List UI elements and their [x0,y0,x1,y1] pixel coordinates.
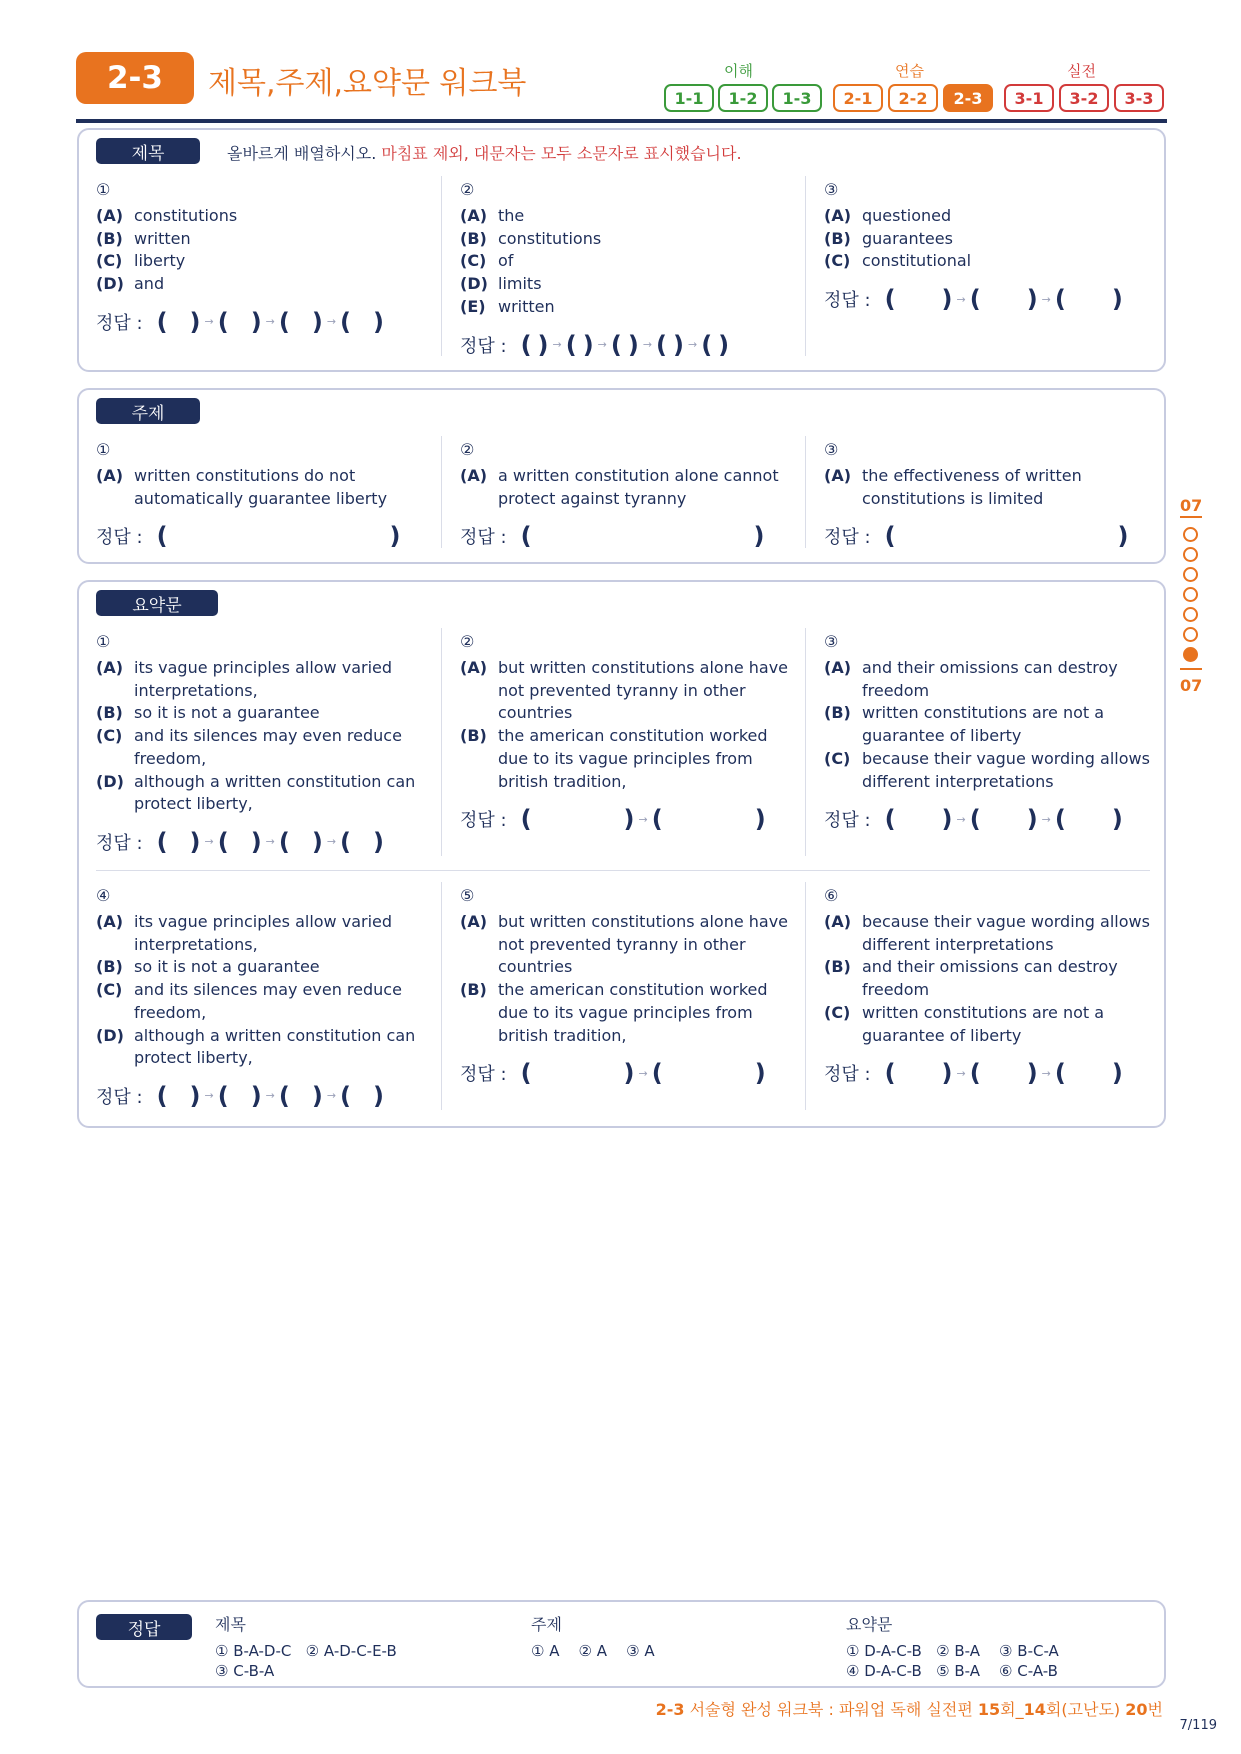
answer-label: 정답 : [96,527,143,549]
answer-blank[interactable]: ( ) [969,285,1038,314]
item-key: (B) [824,228,851,248]
answer-row: 정답 : ( ) → ( ) → ( ) → ( ) → ( ) [460,330,730,359]
answer-key-summary [846,1612,1059,1681]
item-key: (A) [96,206,124,225]
theme-question-1 [96,440,426,552]
question-number: ③ [824,440,839,459]
item-key: (C) [460,251,487,271]
item-key: (A) [824,206,852,225]
summary-question-1 [96,632,426,858]
summary-panel [77,580,1166,1128]
header-rule [76,119,1167,123]
answer-row: 정답 : ( ) → ( ) → ( ) → ( ) [96,1081,384,1110]
answer-row: 정답 : ( ) → ( ) → ( ) [824,285,1123,314]
question-number: ① [96,632,111,651]
answer-blank[interactable]: ( ) [217,307,262,336]
stage-1-1[interactable]: 1-1 [664,84,714,112]
answer-label: 정답 : [460,810,507,832]
column-divider [805,176,806,356]
instruction-main: 올바르게 배열하시오. [227,144,377,163]
stage-2-2[interactable]: 2-2 [888,84,938,112]
question-number: ② [460,440,475,459]
question-number: ③ [824,180,839,199]
section-tag-summary: 요약문 [96,590,218,616]
answer-row: 정답 : ( ) → ( ) [460,1059,766,1088]
item-text: the american constitution worked due to its vague principles from british tradition, [498,726,768,791]
answer-row [824,520,1154,552]
instruction [227,141,742,164]
stage-2-3[interactable]: 2-3 [943,84,993,112]
answer-row [96,520,426,552]
item-key: (B) [96,957,123,977]
item-key: (C) [824,748,851,768]
side-index-bottom: 07 [1180,676,1203,695]
answer-blank[interactable]: ( ) [651,1059,766,1088]
answer-blank[interactable]: ( ) [969,805,1038,834]
item-text: written constitutions are not a guarantee of liberty [862,703,1105,746]
answer-label: 정답 : [96,1086,143,1108]
item-text: so it is not a guarantee [134,957,320,977]
answer-blank[interactable]: ( ) [884,1059,953,1088]
column-divider [805,882,806,1110]
item-text: constitutions [498,228,602,248]
answer-key-summary-head: 요약문 [846,1615,893,1634]
item-text: its vague principles allow varied interpretations, [134,912,393,954]
answer-blank[interactable]: ( ) [156,827,201,856]
answer-blank[interactable]: ( ) [340,1081,384,1110]
side-index-rule [1180,516,1202,518]
answer-blank[interactable]: ( ) [340,307,384,336]
answer-label: 정답 : [96,312,143,334]
answer-blank[interactable]: ( ) [156,522,401,551]
question-number: ⑤ [460,886,475,905]
item-key: (A) [96,466,124,485]
item-text: written [498,296,555,316]
answer-label: 정답 : [96,832,143,854]
answer-key-theme [531,1612,655,1661]
answer-label: 정답 : [824,1064,871,1086]
item-text: because their vague wording allows different interpretations [862,912,1150,954]
item-text: written constitutions do not automatically guarantee liberty [134,466,388,508]
item-key: (A) [460,658,488,677]
item-key: (A) [460,206,488,225]
answer-blank[interactable]: ( ) [520,805,635,834]
item-key: (D) [460,274,488,294]
answer-row: 정답 : ( ) → ( ) [460,805,766,834]
answer-row: 정답 : ( ) → ( ) → ( ) → ( ) [96,307,384,336]
item-text: guarantees [862,228,953,248]
item-text: although a written constitution can protect liberty, [134,1025,416,1068]
column-divider [441,882,442,1110]
question-number: ② [460,180,475,199]
answer-key-line: ① B-A-D-C ② A-D-C-E-B [215,1642,397,1660]
item-text: although a written constitution can protect liberty, [134,771,416,814]
item-key: (B) [460,980,487,1000]
item-key: (A) [460,466,488,485]
item-text: constitutional [862,251,972,271]
item-text: the effectiveness of written constitutions is limited [862,466,1082,508]
summary-question-4 [96,886,426,1112]
answer-blank[interactable]: ( ) [884,285,953,314]
summary-question-6 [824,886,1154,1089]
answer-blank[interactable]: ( ) [520,1059,635,1088]
item-text: because their vague wording allows different interpretations [862,748,1150,791]
answer-blank[interactable]: ( ) [651,805,766,834]
answer-label: 정답 : [460,527,507,549]
answer-blank[interactable]: ( ) [520,330,549,359]
item-key: (A) [96,912,124,931]
stage-1-3[interactable]: 1-3 [772,84,822,112]
item-key: (B) [824,957,851,977]
section-tag-title: 제목 [96,138,200,164]
stage-1-2[interactable]: 1-2 [718,84,768,112]
answer-key-title [215,1612,397,1681]
answer-label: 정답 : [824,527,871,549]
item-text: but written constitutions alone have not prevented tyranny in other countries [498,912,789,977]
progress-dot [1183,567,1198,582]
column-divider [441,176,442,356]
item-text: but written constitutions alone have not prevented tyranny in other countries [498,658,789,723]
column-divider [805,628,806,856]
answer-blank[interactable]: ( ) [340,827,384,856]
footer-caption: 2-3 서술형 완성 워크북 : 파워업 독해 실전편 15회_14회(고난도) 20번 [655,1700,1163,1719]
answer-key-title-head: 제목 [215,1615,246,1634]
column-divider [441,436,442,548]
summary-question-3 [824,632,1154,835]
item-key: (A) [824,658,852,677]
item-text: constitutions [134,206,238,225]
answer-blank[interactable]: ( ) [217,827,262,856]
side-index-top: 07 [1180,496,1203,515]
column-divider [805,436,806,548]
unit-badge: 2-3 [76,52,194,104]
item-text: of [498,251,514,271]
item-key: (C) [824,251,851,271]
theme-panel [77,388,1166,564]
answer-key-tag: 정답 [96,1614,192,1640]
instruction-note: 마침표 제외, 대문자는 모두 소문자로 표시했습니다. [381,144,742,163]
answer-blank[interactable]: ( ) [1054,285,1123,314]
item-key: (B) [824,703,851,723]
summary-question-5 [460,886,790,1089]
progress-dot [1183,547,1198,562]
item-text: written [134,228,191,248]
progress-dot [1183,607,1198,622]
summary-question-2 [460,632,790,835]
title-question-3 [824,180,1154,315]
item-key: (A) [824,466,852,485]
group-label-understand: 이해 [724,62,753,80]
answer-blank[interactable]: ( ) [520,522,765,551]
answer-row: 정답 : ( ) → ( ) → ( ) [824,805,1123,834]
answer-label: 정답 : [460,1064,507,1086]
answer-key-line: ③ C-B-A [215,1662,275,1680]
item-key: (D) [96,274,124,294]
item-key: (D) [96,1025,124,1045]
answer-blank[interactable]: ( ) [656,330,684,359]
item-text: the american constitution worked due to its vague principles from british tradition, [498,980,768,1045]
stage-3-2[interactable]: 3-2 [1059,84,1109,112]
item-text: so it is not a guarantee [134,703,320,723]
item-key: (A) [96,658,124,677]
item-key: (A) [824,912,852,931]
answer-blank[interactable]: ( ) [156,1081,201,1110]
answer-blank[interactable]: ( ) [278,827,323,856]
item-text: liberty [134,251,186,271]
progress-dot [1183,587,1198,602]
answer-blank[interactable]: ( ) [610,330,639,359]
item-key: (B) [96,703,123,723]
answer-blank[interactable]: ( ) [701,330,730,359]
progress-dot [1183,527,1198,542]
theme-question-2 [460,440,790,552]
answer-label: 정답 : [824,810,871,832]
question-number: ② [460,632,475,651]
theme-question-3 [824,440,1154,552]
row-divider [96,870,1150,871]
item-key: (B) [460,726,487,746]
item-text: its vague principles allow varied interpretations, [134,658,393,700]
answer-label: 정답 : [824,290,871,312]
side-index-rule [1180,668,1202,670]
stage-3-1[interactable]: 3-1 [1004,84,1054,112]
item-text: and its silences may even reduce freedom, [134,980,402,1022]
item-key: (C) [96,726,123,746]
progress-dot-current [1183,647,1198,662]
answer-label: 정답 : [460,335,507,357]
question-number: ④ [96,886,111,905]
question-number: ⑥ [824,886,839,905]
answer-blank[interactable]: ( ) [278,307,323,336]
answer-row: 정답 : ( ) → ( ) → ( ) → ( ) [96,827,384,856]
item-key: (C) [824,1002,851,1022]
item-text: a written constitution alone cannot protect against tyranny [498,466,779,508]
answer-key-line: ① D-A-C-B ② B-A ③ B-C-A [846,1642,1059,1660]
question-number: ① [96,180,111,199]
group-label-practice: 연습 [895,62,924,80]
answer-blank[interactable]: ( ) [1054,805,1123,834]
page-number: 7/119 [1179,1718,1217,1733]
item-text: and their omissions can destroy freedom [862,658,1118,700]
item-text: and its silences may even reduce freedom, [134,726,402,768]
answer-blank[interactable]: ( ) [969,1059,1038,1088]
item-key: (A) [460,912,488,931]
item-text: written constitutions are not a guarantee of liberty [862,1002,1105,1045]
answer-blank[interactable]: ( ) [884,805,953,834]
item-text: limits [498,274,542,294]
item-text: the [498,206,525,225]
answer-blank[interactable]: ( ) [278,1081,323,1110]
answer-row: 정답 : ( ) → ( ) → ( ) [824,1059,1123,1088]
title-panel [77,128,1166,372]
item-text: questioned [862,206,952,225]
group-label-real: 실전 [1067,62,1096,80]
page-title: 제목,주제,요약문 워크북 [208,66,527,101]
answer-blank[interactable]: ( ) [217,1081,262,1110]
question-number: ① [96,440,111,459]
answer-blank[interactable]: ( ) [884,522,1129,551]
item-key: (B) [460,228,487,248]
title-question-1 [96,180,426,338]
item-key: (E) [460,296,486,316]
progress-dot [1183,627,1198,642]
item-key: (B) [96,228,123,248]
item-text: and their omissions can destroy freedom [862,957,1118,1000]
item-key: (C) [96,980,123,1000]
stage-3-3[interactable]: 3-3 [1114,84,1164,112]
answer-row [460,520,790,552]
item-text: and [134,274,165,294]
answer-blank[interactable]: ( ) [156,307,201,336]
item-key: (D) [96,771,124,791]
item-key: (C) [96,251,123,271]
answer-key-line: ① A ② A ③ A [531,1642,655,1660]
question-number: ③ [824,632,839,651]
title-question-2 [460,180,790,361]
answer-key-panel [77,1600,1166,1688]
answer-key-theme-head: 주제 [531,1615,562,1634]
answer-blank[interactable]: ( ) [1054,1059,1123,1088]
answer-blank[interactable]: ( ) [565,330,594,359]
column-divider [441,628,442,856]
answer-key-line: ④ D-A-C-B ⑤ B-A ⑥ C-A-B [846,1662,1058,1680]
stage-2-1[interactable]: 2-1 [833,84,883,112]
section-tag-theme: 주제 [96,398,200,424]
